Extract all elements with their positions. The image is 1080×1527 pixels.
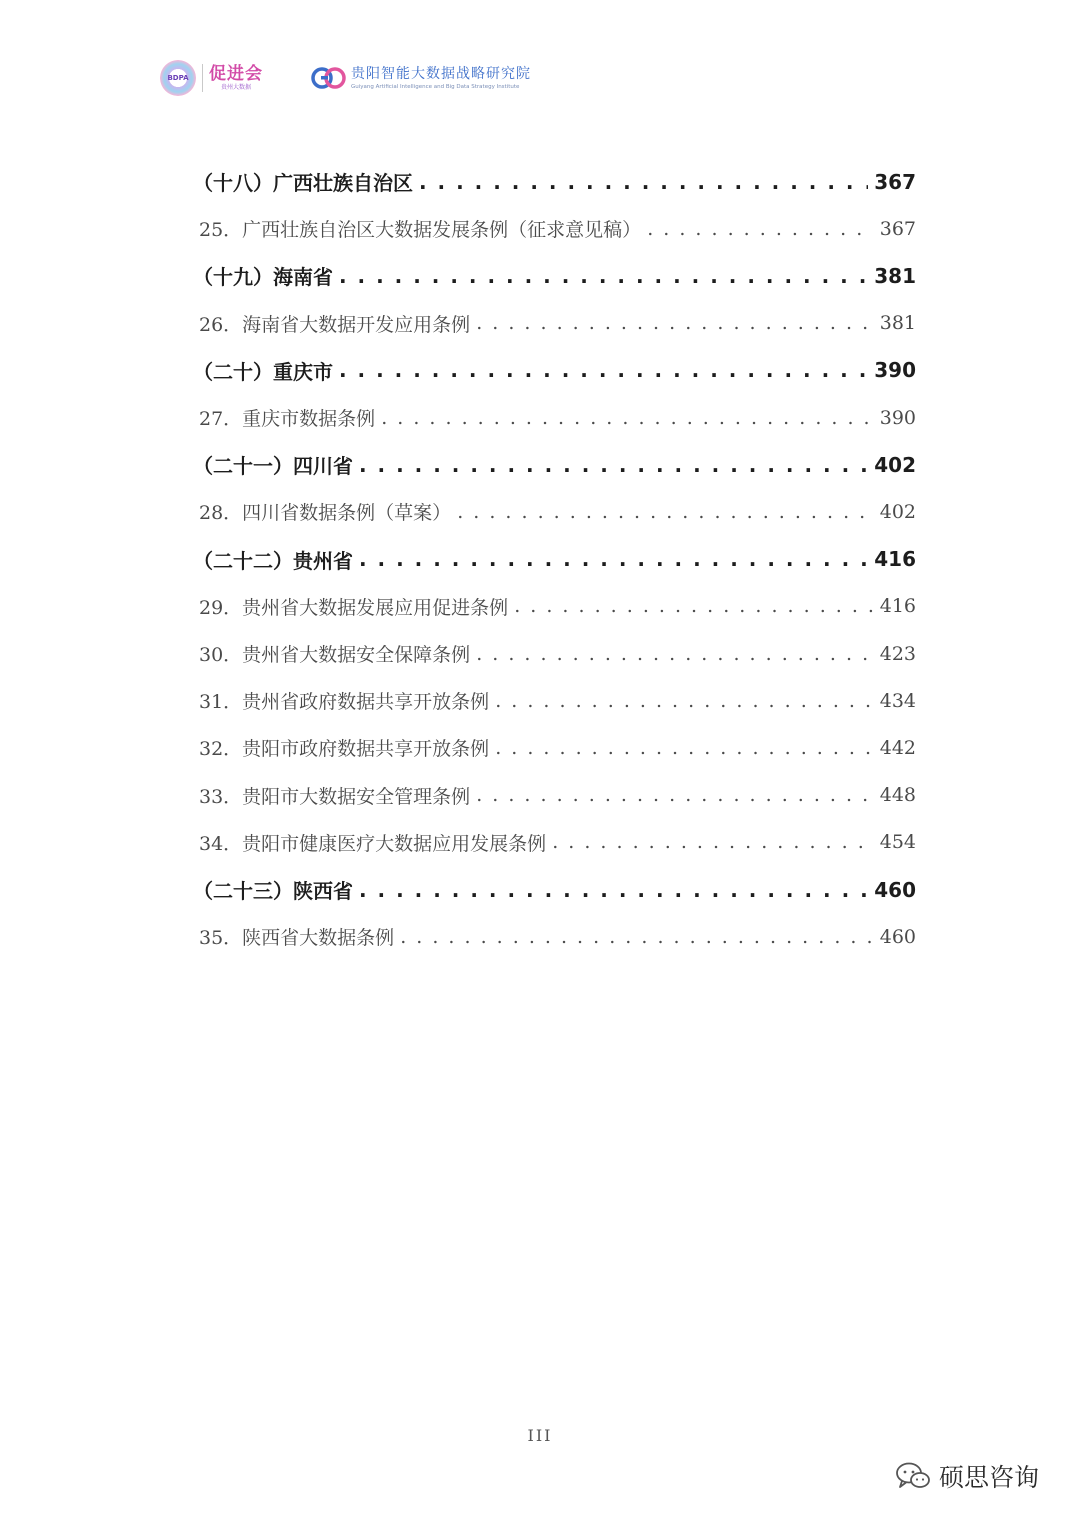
- toc-title: 29．贵州省大数据发展应用促进条例: [199, 596, 509, 619]
- toc-leader-dots: [339, 264, 868, 288]
- toc-page-number: 390: [879, 406, 916, 429]
- toc-leader-dots: [359, 878, 868, 902]
- bdpa-logo-subtitle: 贵州大数据: [220, 84, 251, 91]
- bdpa-logo-title: 促进会: [209, 64, 263, 84]
- toc-page-number: 381: [874, 263, 916, 288]
- toc-section: [193, 441, 916, 488]
- toc-entry: [199, 819, 916, 866]
- wechat-icon: [895, 1461, 931, 1491]
- toc-section: [193, 866, 916, 913]
- bdpa-logo-text: [209, 64, 263, 92]
- toc-page-number: 448: [879, 784, 916, 807]
- toc-title: 30．贵州省大数据安全保障条例: [199, 644, 471, 666]
- toc-section: [193, 347, 916, 394]
- toc-leader-dots: [476, 643, 874, 665]
- toc-page-number: 423: [879, 642, 916, 665]
- toc-page-number: 402: [879, 500, 916, 523]
- toc-page-number: 460: [874, 877, 916, 902]
- toc-page-number: 442: [879, 736, 916, 759]
- institute-logo-mark: [309, 63, 349, 93]
- institute-logo: [309, 63, 531, 93]
- toc-title: （二十三）陕西省: [193, 879, 353, 903]
- watermark-text: 硕思咨询: [939, 1463, 1040, 1492]
- toc-page-number: 454: [879, 831, 916, 854]
- toc-leader-dots: [476, 784, 874, 806]
- toc-page-number: 434: [879, 689, 916, 712]
- toc-leader-dots: [419, 170, 868, 194]
- toc-entry: [199, 913, 916, 960]
- toc-title: 35．陕西省大数据条例: [199, 927, 395, 950]
- logo-divider: [202, 64, 203, 92]
- page-number: III: [527, 1426, 553, 1445]
- toc-entry: [199, 630, 916, 677]
- watermark: [895, 1458, 1039, 1494]
- toc-leader-dots: [495, 737, 874, 759]
- toc-section: [193, 252, 916, 299]
- toc-entry: [199, 300, 916, 347]
- toc-page-number: 381: [879, 312, 916, 335]
- toc-leader-dots: [400, 926, 874, 948]
- toc-entry: [199, 724, 916, 771]
- toc-page-number: 367: [879, 217, 916, 240]
- toc-title: 25．广西壮族自治区大数据发展条例（征求意见稿）: [199, 219, 642, 242]
- toc-title: 31．贵州省政府数据共享开放条例: [199, 691, 490, 714]
- toc-leader-dots: [359, 453, 868, 477]
- toc-leader-dots: [339, 358, 868, 382]
- toc-entry: [199, 583, 916, 630]
- bdpa-badge-text: BDPA: [167, 74, 189, 82]
- toc-section: [193, 536, 916, 583]
- toc-entry: [199, 394, 916, 441]
- toc-title: 32．贵阳市政府数据共享开放条例: [199, 738, 490, 761]
- toc-leader-dots: [552, 831, 874, 853]
- toc-entry: [199, 772, 916, 819]
- toc-page-number: 402: [874, 452, 916, 477]
- toc-entry: [199, 205, 916, 252]
- institute-logo-title: 贵阳智能大数据战略研究院: [351, 66, 531, 82]
- institute-logo-text: [351, 65, 531, 91]
- toc-title: 33．贵阳市大数据安全管理条例: [199, 785, 471, 808]
- toc-title: （二十）重庆市: [193, 359, 333, 384]
- toc-title: （二十一）四川省: [193, 454, 353, 479]
- toc-leader-dots: [495, 690, 874, 712]
- toc-entry: [199, 488, 916, 535]
- toc-leader-dots: [457, 501, 874, 523]
- page-header: [160, 58, 531, 98]
- toc-page-number: 460: [879, 925, 916, 948]
- toc-title: （十九）海南省: [193, 265, 333, 290]
- bdpa-logo-mark: [160, 60, 196, 96]
- bdpa-logo: [160, 60, 263, 96]
- toc-page-number: 390: [874, 358, 916, 383]
- toc-entry: [199, 677, 916, 724]
- toc-title: 27．重庆市数据条例: [199, 408, 376, 430]
- toc-title: （十八）广西壮族自治区: [193, 171, 413, 195]
- toc-title: （二十二）贵州省: [193, 548, 353, 573]
- toc-page-number: 416: [874, 547, 916, 572]
- toc-leader-dots: [381, 407, 874, 429]
- toc-page-number: 416: [879, 595, 916, 618]
- toc-leader-dots: [476, 312, 874, 334]
- toc-title: 26．海南省大数据开发应用条例: [199, 313, 471, 336]
- toc-page-number: 367: [874, 169, 916, 194]
- toc-title: 28．四川省数据条例（草案）: [199, 502, 452, 525]
- toc-leader-dots: [359, 547, 868, 571]
- toc-title: 34．贵阳市健康医疗大数据应用发展条例: [199, 832, 547, 855]
- toc-section: [193, 158, 916, 205]
- toc-leader-dots: [514, 595, 874, 617]
- institute-logo-subtitle: Guiyang Artificial Intelligence and Big Data Strategy Institute: [351, 84, 520, 90]
- toc-leader-dots: [647, 218, 874, 240]
